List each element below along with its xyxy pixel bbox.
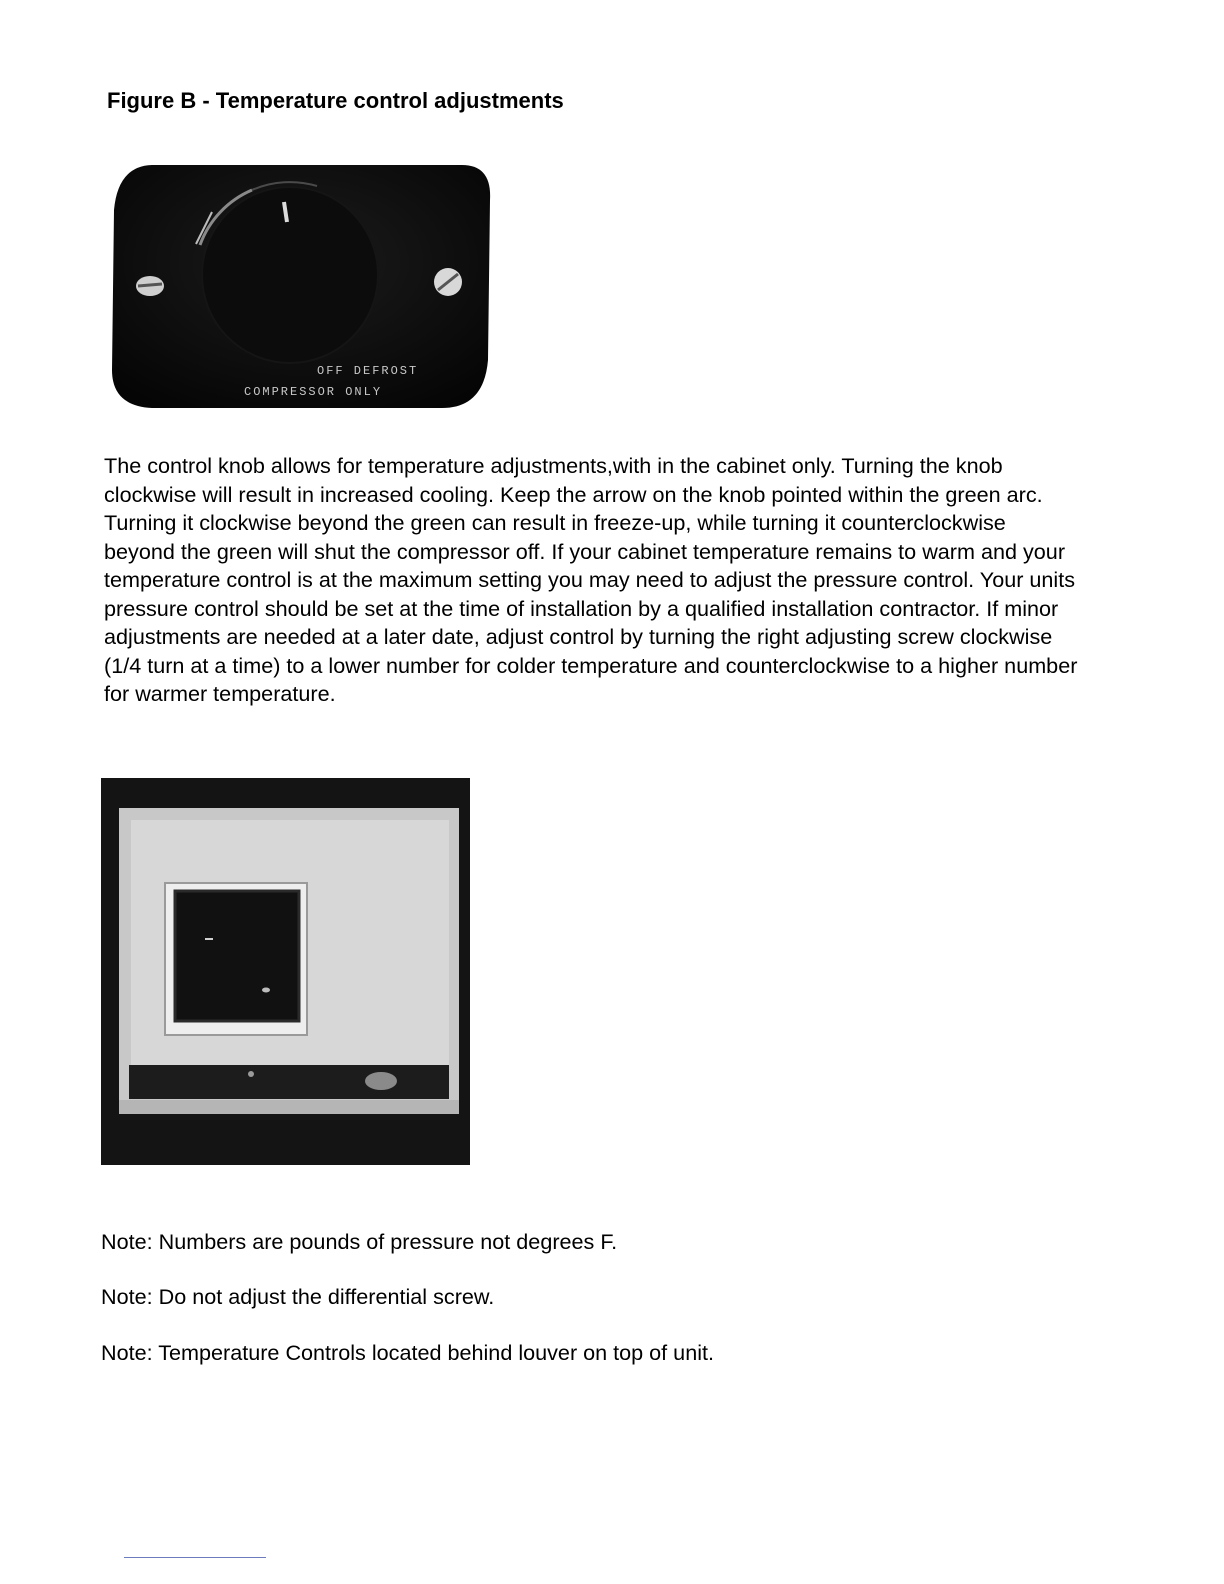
right-mounting-screw	[434, 268, 462, 296]
control-window	[175, 891, 299, 1021]
note-control-location: Note: Temperature Controls located behind louver on top of unit.	[101, 1340, 714, 1365]
note-differential-screw: Note: Do not adjust the differential screw.	[101, 1284, 495, 1309]
instructions-paragraph: The control knob allows for temperature adjustments,with in the cabinet only. Turning the knob clockwise will result in increased cooling. Keep the arrow on the knob pointed within the green arc. Turning it clockwise beyond the green can result in freeze-up, while turning it counterclockwise beyond the green will shut the compressor off. If your cabinet temperature remains to warm and your temperature control is at the maximum setting you may need to adjust the pressure control. Your units pressure control should be set at the time of installation by a qualified installation contractor. If minor adjustments are needed at a later date, adjust control by turning the right adjusting screw clockwise (1/4 turn at a time) to a lower number for colder temperature and counterclockwise to a higher number for warmer temperature.	[104, 453, 1078, 706]
figure-title: Figure B - Temperature control adjustments	[107, 88, 564, 113]
dial-label-compressor-only: COMPRESSOR ONLY	[244, 385, 383, 399]
note-pressure-units: Note: Numbers are pounds of pressure not degrees F.	[101, 1229, 618, 1254]
control-base-strip	[129, 1065, 449, 1099]
temperature-control-dial-photo	[112, 160, 492, 410]
adjusting-screw	[365, 1072, 397, 1090]
pressure-control-photo	[101, 778, 470, 1165]
dial-label-off-defrost: OFF DEFROST	[317, 364, 419, 378]
left-mounting-screw	[136, 276, 164, 296]
footer-rule	[124, 1557, 266, 1558]
control-knob	[202, 187, 378, 363]
